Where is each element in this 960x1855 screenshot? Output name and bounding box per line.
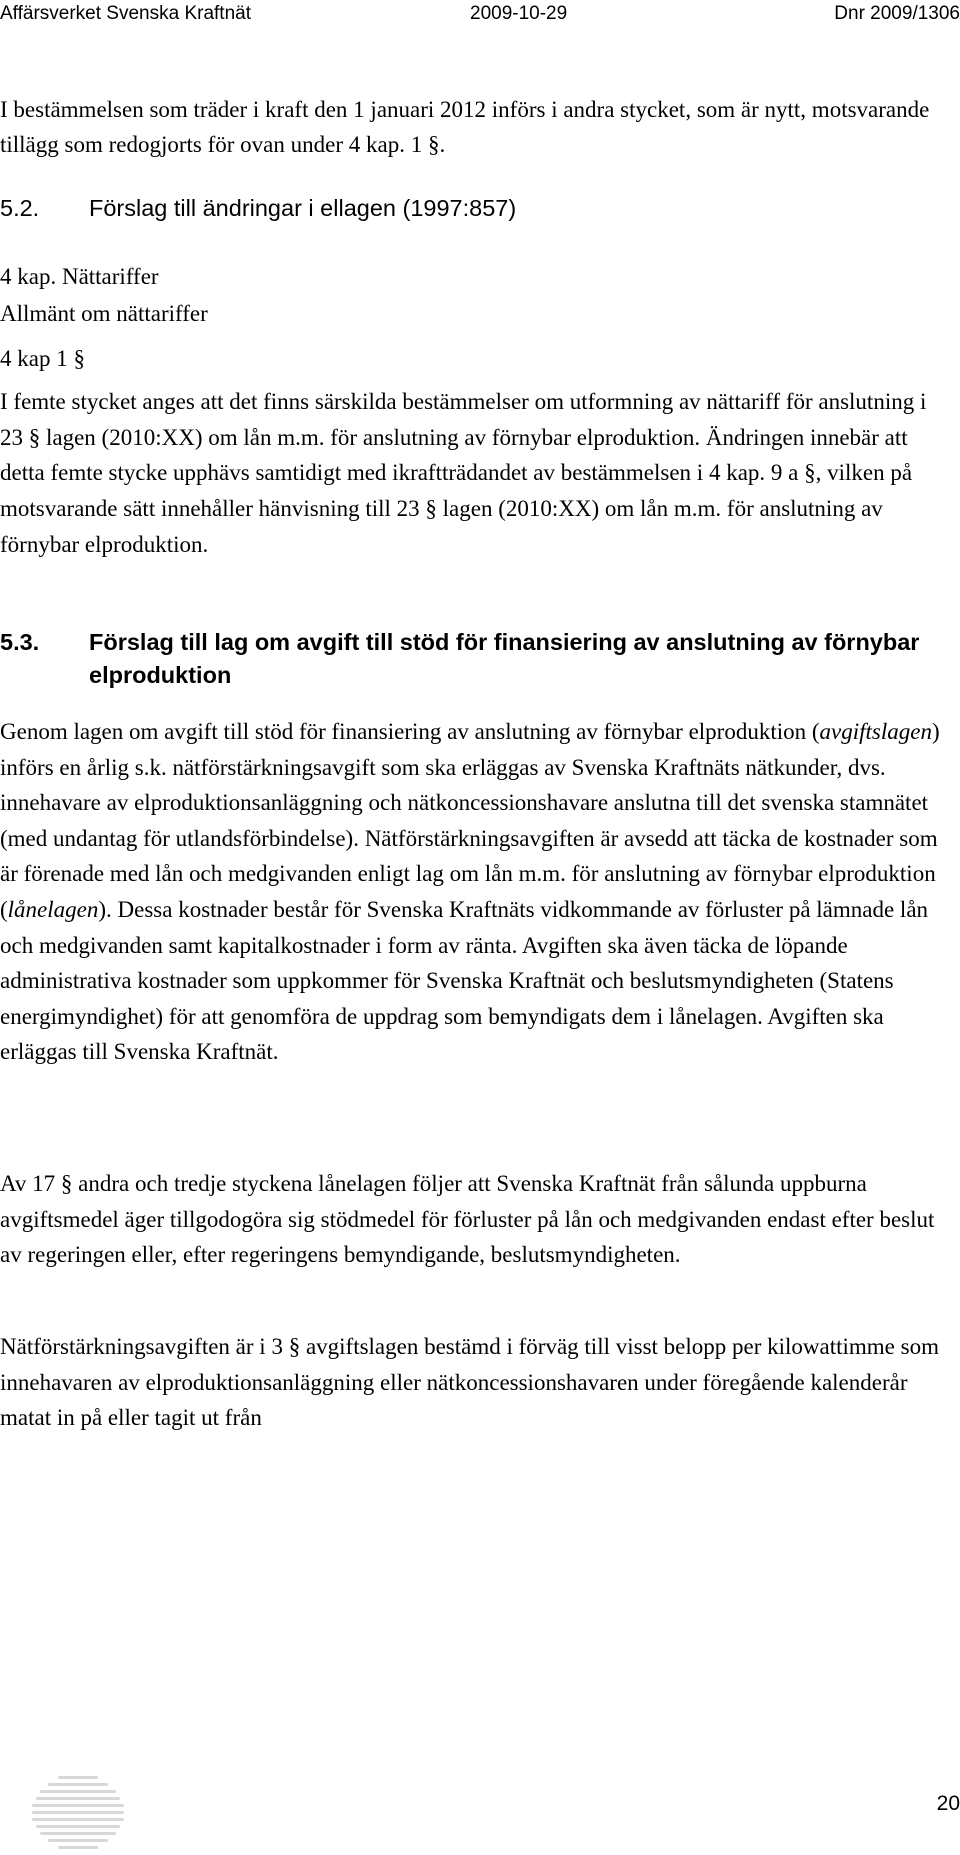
header-date: 2009-10-29 [470, 3, 568, 24]
section-reference: 4 kap 1 § [0, 346, 85, 371]
section-number: 5.2. [0, 195, 40, 221]
section-title: Förslag till ändringar i ellagen (1997:857) [89, 195, 517, 221]
paragraph-17-section: Av 17 § andra och tredje styckena lånelagen följer att Svenska Kraftnät från sålunda uppburna avgiftsmedel äger tillgodogöra sig stödmedel för förluster på lån och medgivanden endast efter beslut av regeringen eller, efter regeringens bemyndigande, beslutsmyndigheten. [0, 1171, 935, 1268]
text-segment: ). Dessa kostnader består för Svenska Kraftnäts vidkommande av förluster på lämnade lån och medgivanden samt kapitalkostnader i form av ränta. Avgiften ska även täcka de löpande administrativa kostnader som uppkommer för Svenska Kraftnät och beslutsmyndigheten (Statens energimyndighet) för att genomföra de uppdrag som bemyndigats dem i lånelagen. Avgiften ska erläggas till Svenska Kraftnät. [0, 896, 929, 1065]
intro-paragraph: I bestämmelsen som träder i kraft den 1 januari 2012 införs i andra stycket, som är nytt, motsvarande tillägg som redogjorts för ovan under 4 kap. 1 §. [0, 97, 930, 157]
page-header [0, 0, 960, 28]
header-document-number: Dnr 2009/1306 [834, 3, 960, 24]
defined-term: lånelagen [7, 896, 99, 922]
section-number: 5.3. [0, 629, 40, 655]
subheading: Allmänt om nättariffer [0, 301, 208, 326]
text-segment: ) införs en årlig s.k. nätförstärkningsavgift som ska erläggas av Svenska Kraftnäts nätkunder, dvs. innehavare av elproduktionsanläggning och nätkoncessionshavare anslutna till det svenska stamnätet (med undantag för utlandsförbindelse). Nätförstärkningsavgiften är avsedd att täcka de kostnader som är förenade med lån och medgivanden enligt lag om lån m.m. för anslutning av förnybar elproduktion ( [0, 719, 940, 922]
defined-term: avgiftslagen [819, 719, 932, 744]
paragraph-4kap-1: I femte stycket anges att det finns särskilda bestämmelser om utformning av nättariff för anslutning i 23 § lagen (2010:XX) om lån m.m. för anslutning av förnybar elproduktion. Ändringen innebär att detta femte stycke upphävs samtidigt med ikraftträdandet av bestämmelsen i 4 kap. 9 a §, vilken på motsvarande sätt innehåller hänvisning till 23 § lagen (2010:XX) om lån m.m. för anslutning av förnybar elproduktion. [0, 389, 927, 557]
chapter-heading: 4 kap. Nättariffer [0, 264, 159, 289]
text-segment: Genom lagen om avgift till stöd för finansiering av anslutning av förnybar elproduktion ( [0, 719, 820, 744]
section-title: Förslag till lag om avgift till stöd för finansiering av anslutning av förnybar elproduktion [89, 629, 920, 688]
paragraph-avgiftslagen [0, 714, 955, 1070]
header-organization: Affärsverket Svenska Kraftnät [0, 3, 251, 24]
paragraph-3-section: Nätförstärkningsavgiften är i 3 § avgiftslagen bestämd i förväg till visst belopp per kilowattimme som innehavaren av elproduktionsanläggning eller nätkoncessionshavaren under föregående kalenderår matat in på eller tagit ut från [0, 1334, 939, 1431]
organization-logo [28, 1770, 128, 1855]
page-number: 20 [936, 1792, 960, 1815]
section-heading-5-3 [0, 626, 955, 696]
